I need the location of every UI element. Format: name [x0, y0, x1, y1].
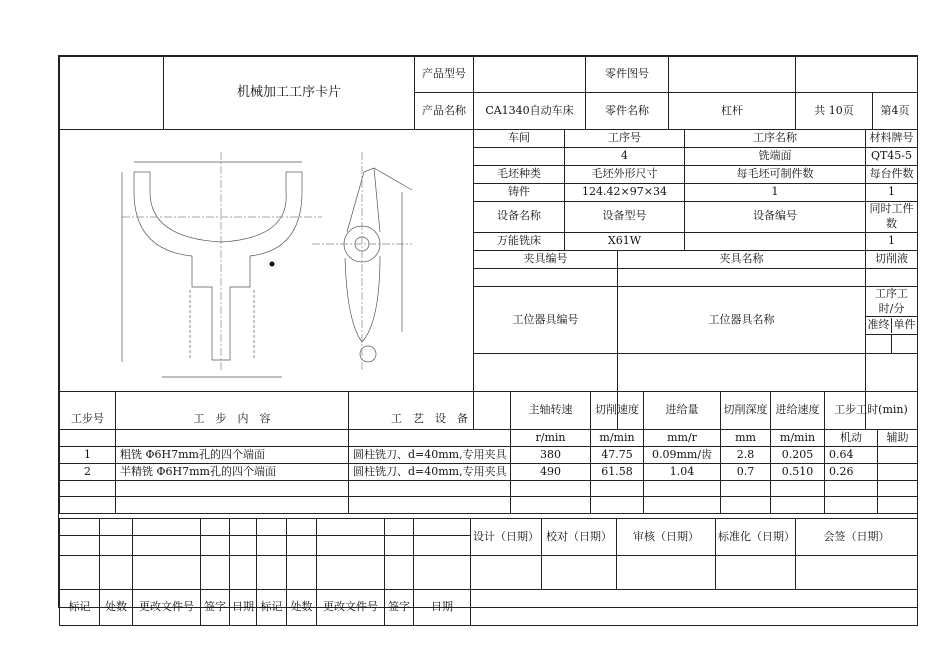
aux-time-header: 辅助 [878, 430, 918, 447]
mark-label-2: 标记 [257, 590, 287, 626]
step-content-header: 工 步 内 容 [116, 392, 349, 447]
part-name-label: 零件名称 [586, 93, 669, 130]
step-time-header: 工步工时(min) [825, 392, 918, 430]
header-empty-right [796, 57, 918, 93]
simul-label: 同时工件数 [866, 202, 918, 233]
signoff-table [59, 518, 918, 626]
step-cutting-speed: 61.58 [591, 464, 644, 481]
change-doc-label-2: 更改文件号 [317, 590, 385, 626]
review-date-label: 审核（日期） [617, 519, 716, 556]
unit-feed-speed: m/min [771, 430, 825, 447]
material-value: QT45-5 [866, 148, 918, 166]
part-name-value: 杠杆 [669, 93, 796, 130]
workshop-value [474, 148, 565, 166]
unit-cutting: m/min [591, 430, 644, 447]
step-depth: 2.8 [721, 447, 771, 464]
product-model-label: 产品型号 [415, 57, 474, 93]
unit-time-label: 单件 [893, 318, 916, 332]
step-aux-time [878, 447, 918, 464]
card-title: 机械加工工序卡片 [164, 57, 415, 130]
unit-time-value [892, 335, 917, 353]
step-machine-time: 0.26 [825, 464, 878, 481]
table-row-empty [60, 481, 918, 497]
place-label-2: 处数 [287, 590, 317, 626]
sketch-fork-inner [150, 172, 286, 242]
equip-no-value [685, 232, 866, 250]
standard-date-value [716, 556, 796, 590]
part-drawing-no-value [669, 57, 796, 93]
review-date-value [617, 556, 716, 590]
equip-model-label: 设备型号 [565, 202, 685, 233]
fixture-no-label: 夹具编号 [474, 250, 618, 268]
step-feed: 0.09mm/齿 [644, 447, 721, 464]
sign-label: 签字 [201, 590, 230, 626]
equip-model-value: X61W [565, 232, 685, 250]
check-date-label: 校对（日期） [542, 519, 617, 556]
table-row [60, 464, 918, 481]
op-time-label: 工序工时/分 [866, 286, 918, 317]
op-time-split [866, 317, 918, 335]
per-unit-value: 1 [866, 184, 918, 202]
header-table [59, 56, 918, 130]
design-date-value [471, 556, 542, 590]
blank-size-label: 毛坯外形尺寸 [565, 166, 685, 184]
part-sketch [62, 132, 472, 390]
product-model-value [474, 57, 586, 93]
date-label: 日期 [230, 590, 257, 626]
equip-name-value: 万能铣床 [474, 232, 565, 250]
op-name-value: 铣端面 [685, 148, 866, 166]
product-name-value: CA1340自动车床 [474, 93, 586, 130]
step-equipment: 圆柱铣刀、d=40mm,专用夹具 [349, 447, 511, 464]
process-info-table [59, 129, 918, 430]
fixture-no-value [474, 268, 618, 286]
step-cutting-speed: 47.75 [591, 447, 644, 464]
unit-spindle: r/min [511, 430, 591, 447]
process-card [58, 55, 918, 614]
step-spindle-speed: 490 [511, 464, 591, 481]
sign-label-2: 签字 [385, 590, 414, 626]
step-aux-time [878, 464, 918, 481]
part-drawing-no-label: 零件图号 [586, 57, 669, 93]
step-no: 2 [60, 464, 116, 481]
fixture-name-value [618, 268, 866, 286]
machine-time-header: 机动 [825, 430, 878, 447]
place-label: 处数 [100, 590, 133, 626]
mark-label: 标记 [60, 590, 100, 626]
feed-speed-header: 进给速度 [771, 392, 825, 430]
coolant-label: 切削液 [866, 250, 918, 268]
step-spindle-speed: 380 [511, 447, 591, 464]
signoff-blank [471, 590, 918, 626]
station-tool-name-label: 工位器具名称 [618, 286, 866, 354]
table-row-empty [60, 497, 918, 514]
fixture-name-label: 夹具名称 [618, 250, 866, 268]
per-blank-label: 每毛坯可制件数 [685, 166, 866, 184]
prep-time-value [866, 335, 892, 353]
prep-time-label: 准终 [866, 318, 892, 333]
op-no-value: 4 [565, 148, 685, 166]
countersign-date-label: 会签（日期） [796, 519, 918, 556]
product-name-label: 产品名称 [415, 93, 474, 130]
sketch-arm-outline [347, 168, 380, 232]
table-row [60, 447, 918, 464]
blank-type-label: 毛坯种类 [474, 166, 565, 184]
step-no: 1 [60, 447, 116, 464]
blank-type-value: 铸件 [474, 184, 565, 202]
steps-table [59, 391, 918, 514]
step-feed-speed: 0.205 [771, 447, 825, 464]
workshop-label: 车间 [474, 130, 565, 148]
process-sketch-cell [60, 130, 474, 430]
material-label: 材料牌号 [866, 130, 918, 148]
check-date-value [542, 556, 617, 590]
step-feed-speed: 0.510 [771, 464, 825, 481]
equip-no-label: 设备编号 [685, 202, 866, 233]
step-machine-time: 0.64 [825, 447, 878, 464]
sketch-fork-outline [134, 172, 302, 360]
feed-header: 进给量 [644, 392, 721, 430]
design-date-label: 设计（日期） [471, 519, 542, 556]
blank-size-value: 124.42×97×34 [565, 184, 685, 202]
op-time-values [866, 335, 918, 354]
header-blank-cell [60, 57, 164, 130]
step-no-header: 工步号 [60, 392, 116, 447]
op-name-label: 工序名称 [685, 130, 866, 148]
unit-depth: mm [721, 430, 771, 447]
spindle-speed-header: 主轴转速 [511, 392, 591, 430]
step-equipment-header: 工 艺 设 备 [349, 392, 511, 447]
date-label-2: 日期 [414, 590, 471, 626]
simul-value: 1 [866, 232, 918, 250]
per-blank-value: 1 [685, 184, 866, 202]
unit-feed: mm/r [644, 430, 721, 447]
page-number: 第4页 [873, 93, 918, 130]
step-equipment: 圆柱铣刀、d=40mm,专用夹具 [349, 464, 511, 481]
depth-header: 切削深度 [721, 392, 771, 430]
countersign-date-value [796, 556, 918, 590]
sketch-datum-dot [270, 262, 275, 267]
step-content: 半精铣 Φ6H7mm孔的四个端面 [116, 464, 349, 481]
equip-name-label: 设备名称 [474, 202, 565, 233]
total-pages: 共 10页 [796, 93, 873, 130]
op-no-label: 工序号 [565, 130, 685, 148]
step-feed: 1.04 [644, 464, 721, 481]
coolant-value [866, 268, 918, 286]
step-content: 粗铣 Φ6H7mm孔的四个端面 [116, 447, 349, 464]
standard-date-label: 标准化（日期） [716, 519, 796, 556]
change-doc-label: 更改文件号 [133, 590, 201, 626]
step-depth: 0.7 [721, 464, 771, 481]
station-tool-no-label: 工位器具编号 [474, 286, 618, 354]
per-unit-label: 每台件数 [866, 166, 918, 184]
cutting-speed-header: 切削速度 [591, 392, 644, 430]
